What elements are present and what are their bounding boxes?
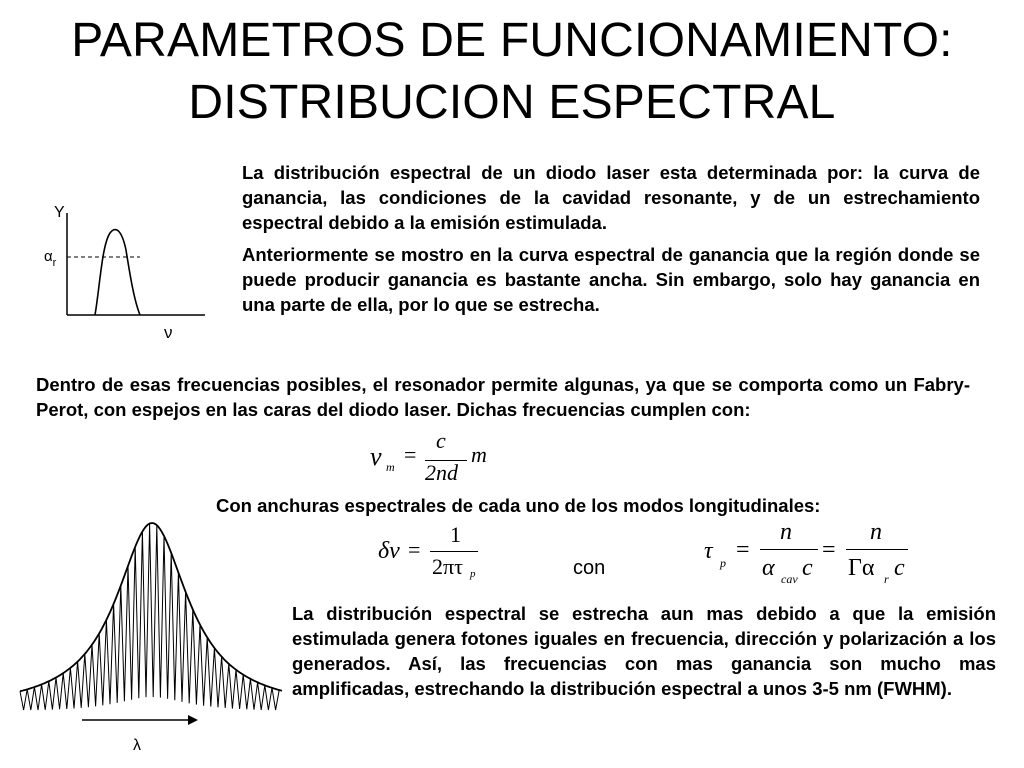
title-line-2: DISTRIBUCION ESPECTRAL — [188, 76, 836, 129]
spectrum-modes-diagram — [14, 515, 284, 755]
equation-photon-lifetime: τ p = n α cav c = n Γα r c — [704, 518, 924, 588]
equation-spectral-width: δν = 1 2πτ p — [378, 522, 488, 586]
gain-curve-diagram — [40, 195, 210, 345]
title-line-1: PARAMETROS DE FUNCIONAMIENTO: — [71, 14, 953, 67]
paragraph-narrowing: La distribución espectral se estrecha aun mas debido a que la emisión estimulada genera fotones iguales en frecuencia, dirección y polarización a los generados. Así, las frecuencias con mas ganancia son mucho mas amplificadas, estrechando la distribución espectral a unos 3-5 nm (FWHM). — [292, 603, 996, 699]
gain-x-label: ν — [164, 323, 173, 342]
spectrum-lambda-label: λ — [133, 737, 141, 754]
paragraph-intro: La distribución espectral de un diodo laser esta determinada por: la curva de ganancia, las condiciones de la cavidad resonante, y de un estrechamiento espectral debido a la emisión estimulada. — [242, 162, 980, 233]
paragraph-resonator: Dentro de esas frecuencias posibles, el resonador permite algunas, ya que se comporta como un Fabry-Perot, con espejos en las caras del diodo laser. Dichas frecuencias cumplen con: — [36, 374, 970, 420]
page-title — [0, 10, 1024, 134]
spectrum-mode-lines — [20, 524, 279, 710]
gain-y-label: Y — [54, 204, 65, 221]
paragraph-gain-region: Anteriormente se mostro en la curva espectral de ganancia que la región donde se puede producir ganancia es bastante ancha. Sin embargo, solo hay ganancia en una parte de ella, por lo que se estrecha. — [242, 244, 980, 315]
gain-curve — [95, 230, 140, 315]
gain-alpha-label: $\alpha_r$ — [44, 248, 57, 269]
paragraph-spectral-width: Con anchuras espectrales de cada uno de los modos longitudinales: — [216, 495, 821, 516]
spectrum-mode-path — [20, 524, 279, 710]
spectrum-arrow-head — [188, 715, 198, 725]
con-label: con — [573, 557, 606, 579]
equation-mode-frequency: ν m = c 2nd m — [370, 428, 487, 485]
